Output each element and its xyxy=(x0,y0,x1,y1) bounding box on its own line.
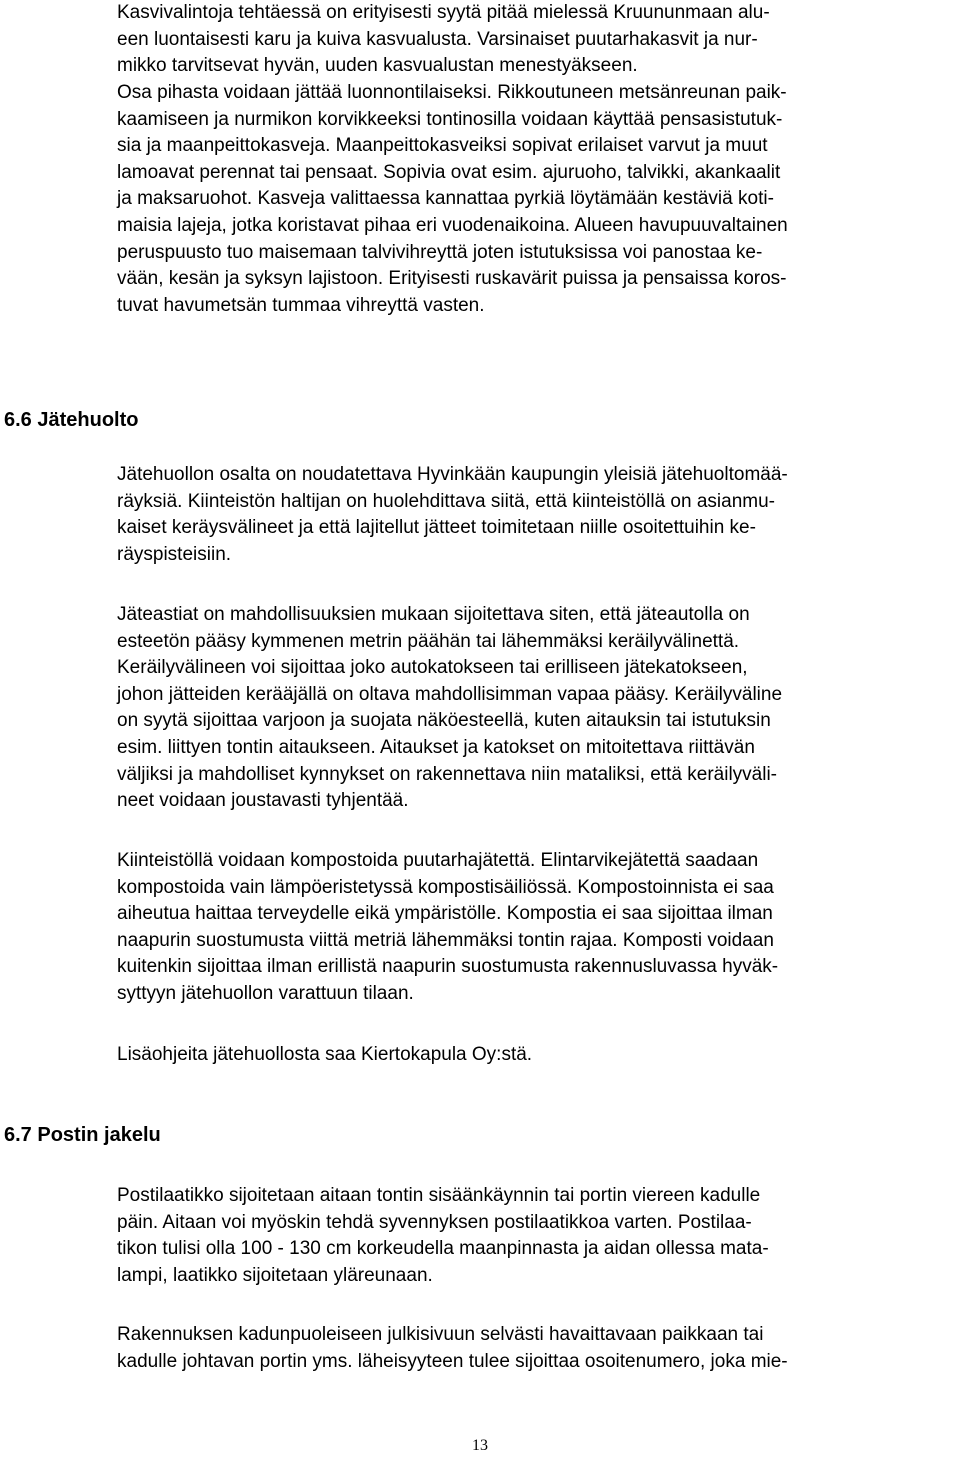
text-line: Rakennuksen kadunpuoleiseen julkisivuun selvästi havaittavaan paikkaan tai xyxy=(117,1324,764,1345)
text-line: kaamiseen ja nurmikon korvikkeeksi tontinosilla voidaan käyttää pensasistutuk- xyxy=(117,108,783,130)
text-line: aiheutua haittaa terveydelle eikä ympäristölle. Kompostia ei saa sijoittaa ilman xyxy=(117,903,773,925)
paragraph-composting xyxy=(117,848,960,1008)
section-heading-jatehuolto: 6.6 Jätehuolto xyxy=(4,409,139,431)
text-line: esteetön pääsy kymmenen metrin päähän tai lähemmäksi keräilyvälinettä. xyxy=(117,630,740,652)
paragraph-waste-containers xyxy=(117,602,960,815)
paragraph-address-number xyxy=(117,1322,960,1375)
text-line: päin. Aitaan voi myöskin tehdä syvennyksen postilaatikkoa varten. Postilaa- xyxy=(117,1211,752,1233)
section-heading-postin-jakelu: 6.7 Postin jakelu xyxy=(4,1124,161,1146)
text-line: sia ja maanpeittokasveja. Maanpeittokasveiksi sopivat erilaiset varvut ja muut xyxy=(117,135,768,157)
text-line: mikko tarvitsevat hyvän, uuden kasvualustan menestyäkseen. xyxy=(117,55,638,77)
text-line: lampi, laatikko sijoitetaan yläreunaan. xyxy=(117,1264,433,1286)
text-line: vään, kesän ja syksyn lajistoon. Erityisesti ruskavärit puissa ja pensaissa koros- xyxy=(117,268,787,290)
text-line: on syytä sijoittaa varjoon ja suojata näköesteellä, kuten aitauksin tai istutuksin xyxy=(117,710,771,732)
text-line: kompostoida vain lämpöeristetyssä kompostisäiliössä. Kompostoinnista ei saa xyxy=(117,876,774,898)
text-line: Osa pihasta voidaan jättää luonnontilaiseksi. Rikkoutuneen metsänreunan paik- xyxy=(117,82,787,103)
paragraph-natural-yard xyxy=(117,80,960,319)
text-line: räyspisteisiin. xyxy=(117,543,232,565)
text-line: neet voidaan joustavasti tyhjentää. xyxy=(117,790,409,812)
text-line: tikon tulisi olla 100 - 130 cm korkeudella maanpinnasta ja aidan ollessa mata- xyxy=(117,1238,769,1260)
text-line: Postilaatikko sijoitetaan aitaan tontin sisäänkäynnin tai portin viereen kadulle xyxy=(117,1185,761,1206)
text-line: syttyyn jätehuollon varattuun tilaan. xyxy=(117,982,414,1004)
text-line: Jätehuollon osalta on noudatettava Hyvinkään kaupungin yleisiä jätehuoltomää- xyxy=(117,464,788,485)
text-line: peruspuusto tuo maisemaan talvivihreyttä joten istutuksissa voi panostaa ke- xyxy=(117,241,763,263)
text-line: Jäteastiat on mahdollisuuksien mukaan sijoitettava siten, että jäteautolla on xyxy=(117,604,750,625)
text-line: tuvat havumetsän tummaa vihreyttä vasten. xyxy=(117,294,485,316)
text-line: Keräilyvälineen voi sijoittaa joko autokatokseen tai erilliseen jätekatokseen, xyxy=(117,657,748,679)
page-number: 13 xyxy=(472,1437,488,1454)
text-line: ja maksaruohot. Kasveja valittaessa kannattaa pyrkiä löytämään kestäviä koti- xyxy=(117,188,774,210)
text-line: johon jätteiden kerääjällä on oltava mahdollisimman vapaa pääsy. Keräilyväline xyxy=(117,683,783,705)
text-line: naapurin suostumusta viittä metriä lähemmäksi tontin rajaa. Komposti voidaan xyxy=(117,929,774,951)
text-line: Lisäohjeita jätehuollosta saa Kiertokapula Oy:stä. xyxy=(117,1044,533,1065)
paragraph-mailbox xyxy=(117,1183,960,1289)
text-line: lamoavat perennat tai pensaat. Sopivia ovat esim. ajuruoho, talvikki, akankaalit xyxy=(117,161,781,183)
text-line: kaiset keräysvälineet ja että lajitellut jätteet toimitetaan niille osoitettuihin ke- xyxy=(117,517,756,539)
text-line: kuitenkin sijoittaa ilman erillistä naapurin suostumusta rakennusluvassa hyväk- xyxy=(117,956,779,978)
text-line: kadulle johtavan portin yms. läheisyyteen tulee sijoittaa osoitenumero, joka mie- xyxy=(117,1350,788,1372)
text-line: väljiksi ja mahdolliset kynnykset on rakennettava niin mataliksi, että keräilyväli- xyxy=(117,763,778,785)
text-line: Kiinteistöllä voidaan kompostoida puutarhajätettä. Elintarvikejätettä saadaan xyxy=(117,850,759,871)
paragraph-plant-selection-intro xyxy=(117,0,960,80)
paragraph-more-info xyxy=(117,1042,960,1069)
text-line: esim. liittyen tontin aitaukseen. Aitaukset ja katokset on mitoitettava riittävän xyxy=(117,736,755,758)
text-line: Kasvivalintoja tehtäessä on erityisesti syytä pitää mielessä Kruununmaan alu- xyxy=(117,2,770,23)
paragraph-waste-regulations xyxy=(117,462,960,568)
text-line: maisia lajeja, jotka koristavat pihaa eri vuodenaikoina. Alueen havupuuvaltainen xyxy=(117,214,788,236)
text-line: een luontaisesti karu ja kuiva kasvualusta. Varsinaiset puutarhakasvit ja nur- xyxy=(117,28,758,50)
text-line: räyksiä. Kiinteistön haltijan on huolehdittava siitä, että kiinteistöllä on asianmu- xyxy=(117,490,775,512)
